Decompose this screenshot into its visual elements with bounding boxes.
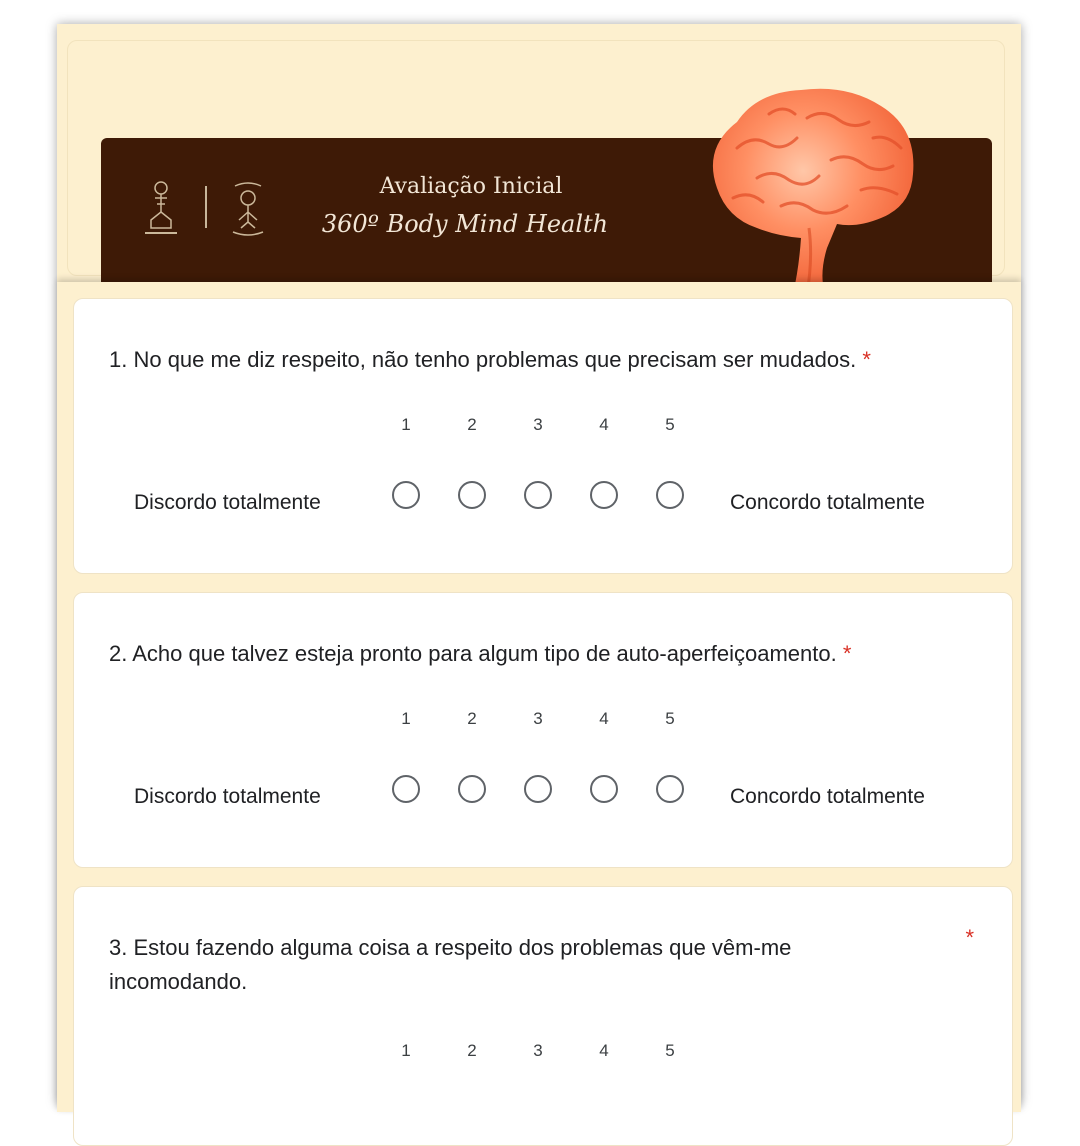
radio-option-3[interactable]	[524, 775, 552, 803]
question-text-1: 1. No que me diz respeito, não tenho problemas que precisam ser mudados. *	[109, 347, 871, 372]
low-label: Discordo totalmente	[134, 491, 321, 514]
low-label: Discordo totalmente	[134, 785, 321, 808]
scale-number-1: 1	[401, 1041, 411, 1060]
radio-option-5[interactable]	[656, 775, 684, 803]
scale-number-3: 3	[533, 415, 543, 434]
radio-option-4[interactable]	[590, 481, 618, 509]
radio-option-4[interactable]	[590, 775, 618, 803]
tree-house-logo-icon	[141, 178, 181, 238]
radio-option-5[interactable]	[656, 481, 684, 509]
scale-number-1: 1	[401, 709, 411, 728]
question-card-3	[73, 886, 1013, 1146]
radio-option-2[interactable]	[458, 775, 486, 803]
radio-option-1[interactable]	[392, 481, 420, 509]
scale-number-3: 3	[533, 709, 543, 728]
high-label: Concordo totalmente	[730, 785, 925, 808]
radio-option-3[interactable]	[524, 481, 552, 509]
banner-subtitle: 360º Body Mind Health	[321, 210, 609, 238]
banner-title: Avaliação Inicial	[379, 174, 563, 199]
scale-number-5: 5	[665, 709, 675, 728]
radio-option-2[interactable]	[458, 481, 486, 509]
scale-number-1: 1	[401, 415, 411, 434]
question-text-3: 3. Estou fazendo alguma coisa a respeito dos problemas que vêm-me incomodando.	[109, 935, 792, 994]
form-banner	[101, 138, 992, 293]
tree-logo-icon	[225, 180, 271, 236]
scale-number-3: 3	[533, 1041, 543, 1060]
required-asterisk: *	[862, 347, 871, 372]
scale-number-2: 2	[467, 415, 477, 434]
scale-number-4: 4	[599, 1041, 609, 1060]
form-frame	[57, 24, 1021, 1104]
logo-divider	[205, 186, 207, 228]
required-asterisk: *	[965, 925, 974, 950]
radio-option-1[interactable]	[392, 775, 420, 803]
questions-area	[57, 282, 1021, 1112]
question-card-2	[73, 592, 1013, 868]
scale-number-5: 5	[665, 1041, 675, 1060]
scale-number-5: 5	[665, 415, 675, 434]
high-label: Concordo totalmente	[730, 491, 925, 514]
question-card-1	[73, 298, 1013, 574]
scale-number-2: 2	[467, 1041, 477, 1060]
scale-number-2: 2	[467, 709, 477, 728]
form-header-card	[67, 40, 1005, 276]
scale-number-4: 4	[599, 415, 609, 434]
question-text-2: 2. Acho que talvez esteja pronto para algum tipo de auto-aperfeiçoamento. *	[109, 641, 852, 666]
scale-number-4: 4	[599, 709, 609, 728]
required-asterisk: *	[842, 641, 852, 666]
brain-icon	[697, 78, 925, 294]
